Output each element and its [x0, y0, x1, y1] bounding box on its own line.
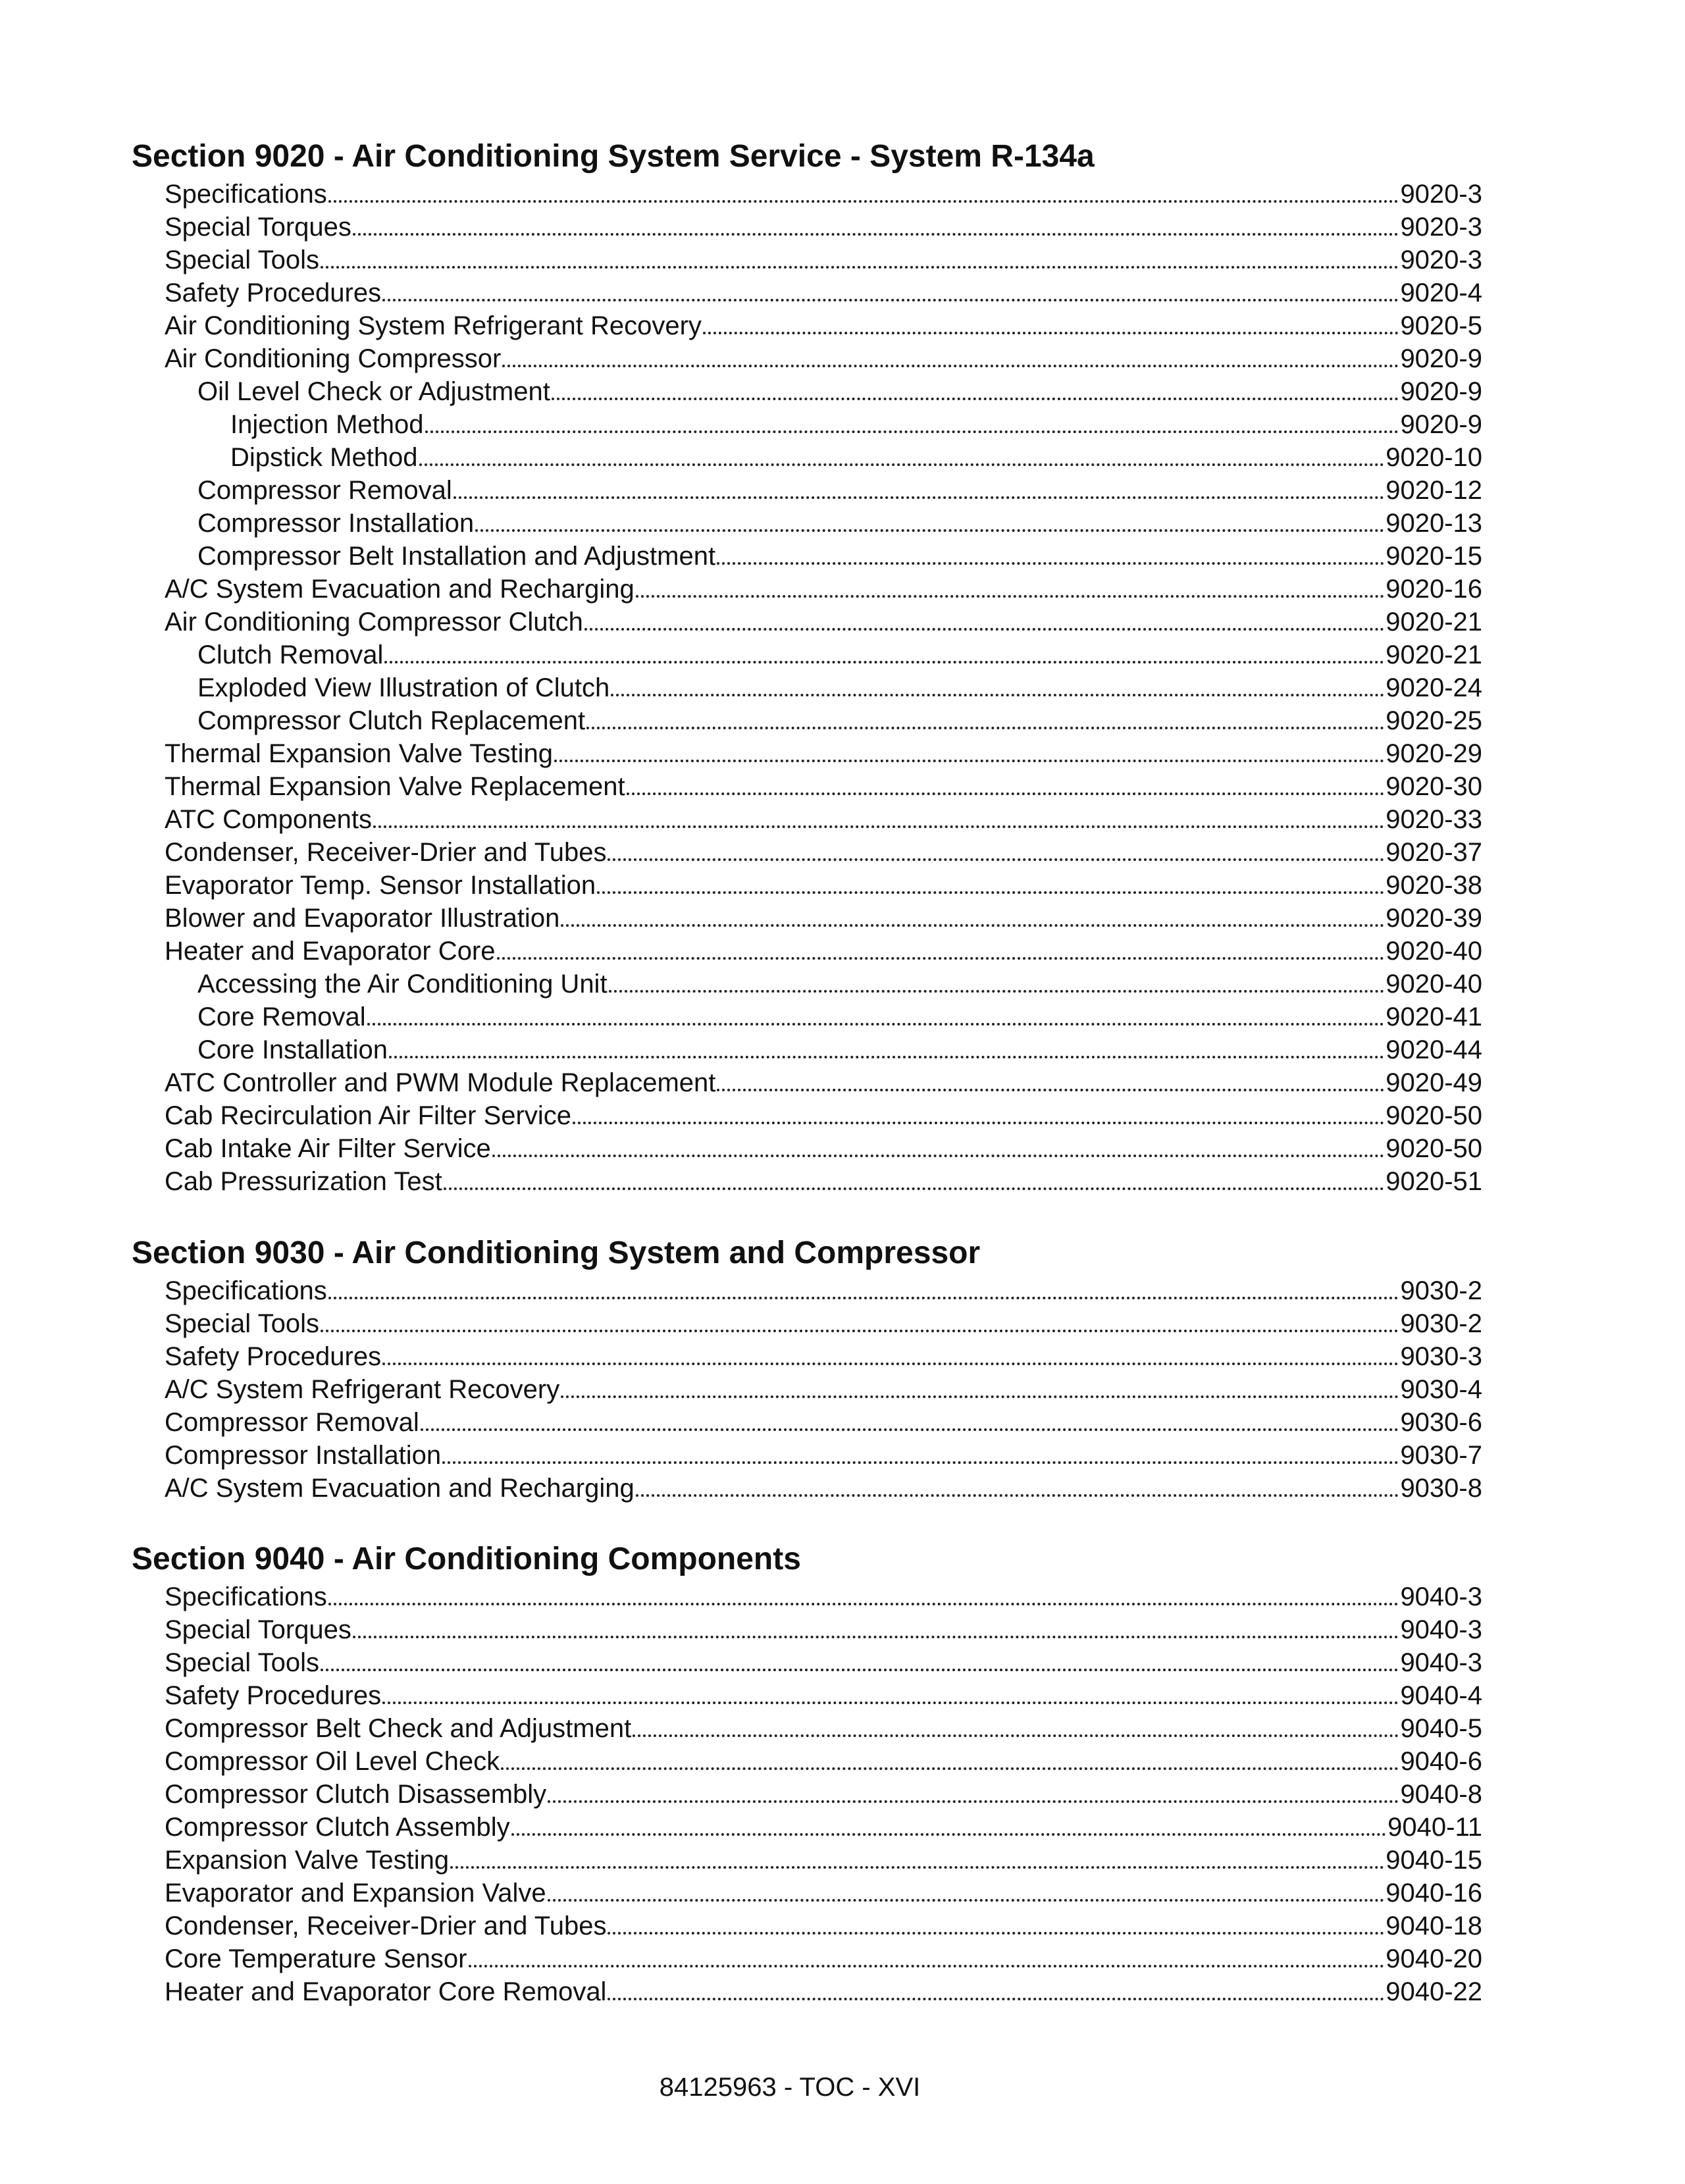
dot-leader — [501, 1767, 1399, 1770]
toc-entry-page-number: 9040-6 — [1400, 1747, 1482, 1776]
dot-leader — [454, 496, 1384, 499]
toc-entry-page-number: 9020-39 — [1386, 904, 1482, 933]
toc-entry-page-number: 9040-5 — [1400, 1714, 1482, 1743]
dot-leader — [353, 233, 1399, 236]
toc-entry-page-number: 9020-44 — [1386, 1035, 1482, 1064]
toc-entry-page-number: 9030-8 — [1400, 1474, 1482, 1503]
dot-leader — [475, 529, 1384, 532]
toc-entry-page-number: 9020-3 — [1400, 180, 1482, 209]
toc-entry-label: A/C System Evacuation and Recharging — [165, 1474, 635, 1503]
toc-entry[interactable] — [132, 1274, 1482, 1307]
toc-entry-label: Safety Procedures — [165, 1681, 382, 1710]
dot-leader — [321, 1669, 1399, 1671]
toc-entry-label: Compressor Clutch Disassembly — [165, 1780, 547, 1809]
toc-entry-page-number: 9040-8 — [1400, 1780, 1482, 1809]
toc-entry-page-number: 9020-3 — [1400, 246, 1482, 274]
toc-entry-label: Compressor Removal — [197, 476, 452, 505]
toc-entry[interactable] — [132, 836, 1482, 869]
toc-entry[interactable] — [132, 638, 1482, 671]
toc-entry-label: Special Torques — [165, 213, 351, 242]
toc-entry-page-number: 9020-50 — [1386, 1134, 1482, 1163]
toc-entry-page-number: 9040-18 — [1386, 1911, 1482, 1940]
toc-entry[interactable] — [132, 1975, 1482, 2008]
toc-entry-page-number: 9040-15 — [1386, 1846, 1482, 1875]
toc-entry-label: Core Temperature Sensor — [165, 1944, 467, 1973]
toc-entry-list — [132, 178, 1482, 1198]
toc-entry-label: Compressor Installation — [165, 1441, 442, 1470]
dot-leader — [328, 1603, 1399, 1605]
toc-entry[interactable] — [132, 211, 1482, 244]
dot-leader — [353, 1636, 1399, 1638]
toc-entry-page-number: 9020-41 — [1386, 1002, 1482, 1031]
toc-entry[interactable] — [132, 276, 1482, 309]
toc-entry[interactable] — [132, 1439, 1482, 1472]
toc-entry-label: Expansion Valve Testing — [165, 1846, 450, 1875]
dot-leader — [636, 595, 1384, 598]
toc-entry-label: Compressor Belt Installation and Adjustment — [197, 542, 716, 571]
toc-entry-page-number: 9020-25 — [1386, 706, 1482, 735]
dot-leader — [321, 1330, 1399, 1332]
toc-entry[interactable] — [132, 606, 1482, 638]
toc-entry[interactable] — [132, 1844, 1482, 1877]
toc-entry-label: Condenser, Receiver-Drier and Tubes — [165, 1911, 607, 1940]
toc-entry[interactable] — [132, 244, 1482, 276]
toc-entry-label: Heater and Evaporator Core — [165, 937, 496, 966]
toc-entry[interactable] — [132, 342, 1482, 375]
toc-entry[interactable] — [132, 1580, 1482, 1613]
toc-entry-page-number: 9040-3 — [1400, 1615, 1482, 1644]
toc-entry-label: Specifications — [165, 1582, 327, 1611]
toc-entry-label: Heater and Evaporator Core Removal — [165, 1977, 607, 2006]
toc-entry-list — [132, 1580, 1482, 2008]
toc-entry[interactable] — [132, 1910, 1482, 1942]
toc-entry[interactable] — [132, 902, 1482, 935]
dot-leader — [502, 365, 1399, 367]
toc-entry-page-number: 9020-24 — [1386, 673, 1482, 702]
dot-leader — [328, 200, 1399, 203]
toc-entry-label: Evaporator and Expansion Valve — [165, 1879, 546, 1908]
dot-leader — [552, 398, 1399, 400]
toc-entry-label: Core Installation — [197, 1035, 388, 1064]
dot-leader — [421, 1428, 1399, 1431]
toc-entry[interactable] — [132, 1066, 1482, 1099]
toc-entry-page-number: 9020-21 — [1386, 640, 1482, 669]
dot-leader — [597, 891, 1384, 894]
toc-entry-page-number: 9020-37 — [1386, 838, 1482, 867]
toc-entry-page-number: 9040-4 — [1400, 1681, 1482, 1710]
toc-entry[interactable] — [132, 507, 1482, 540]
dot-leader — [586, 727, 1384, 729]
dot-leader — [382, 299, 1399, 301]
toc-entry[interactable] — [132, 309, 1482, 342]
toc-entry[interactable] — [132, 573, 1482, 606]
toc-entry-page-number: 9040-11 — [1387, 1813, 1482, 1842]
toc-entry[interactable] — [132, 1942, 1482, 1975]
dot-leader — [469, 1965, 1385, 1967]
toc-entry[interactable] — [132, 1099, 1482, 1132]
toc-section-9030 — [132, 1237, 1482, 1505]
toc-entry-page-number: 9020-33 — [1386, 805, 1482, 834]
toc-entry-label: Compressor Clutch Replacement — [197, 706, 586, 735]
toc-entry-page-number: 9020-15 — [1386, 542, 1482, 571]
dot-leader — [717, 1089, 1384, 1091]
toc-entry-page-number: 9020-9 — [1400, 344, 1482, 373]
section-title: Section 9020 - Air Conditioning System Service - System R-134a — [132, 139, 1095, 174]
toc-entry-page-number: 9030-4 — [1400, 1375, 1482, 1404]
toc-section-9040 — [132, 1544, 1482, 2008]
toc-entry-label: Cab Recirculation Air Filter Service — [165, 1101, 571, 1130]
toc-entry[interactable] — [132, 869, 1482, 902]
dot-leader — [608, 858, 1384, 861]
toc-entry-label: Blower and Evaporator Illustration — [165, 904, 560, 933]
toc-entry-label: Specifications — [165, 1276, 327, 1305]
toc-entry-label: Oil Level Check or Adjustment — [197, 377, 550, 406]
toc-entry-label: Condenser, Receiver-Drier and Tubes — [165, 838, 607, 867]
toc-entry-page-number: 9020-10 — [1386, 443, 1482, 472]
toc-entry-list — [132, 1274, 1482, 1505]
toc-entry[interactable] — [132, 1613, 1482, 1646]
toc-entry[interactable] — [132, 408, 1482, 441]
dot-leader — [328, 1297, 1399, 1299]
dot-leader — [611, 694, 1384, 696]
toc-entry-label: Air Conditioning System Refrigerant Recovery — [165, 311, 702, 340]
toc-entry[interactable] — [132, 441, 1482, 474]
toc-entry-page-number: 9030-7 — [1400, 1441, 1482, 1470]
dot-leader — [373, 825, 1384, 828]
dot-leader — [384, 661, 1384, 663]
toc-entry-label: Core Removal — [197, 1002, 366, 1031]
toc-entry-label: Compressor Oil Level Check — [165, 1747, 500, 1776]
toc-entry-page-number: 9020-3 — [1400, 213, 1482, 242]
dot-leader — [450, 1866, 1384, 1869]
toc-entry-label: Safety Procedures — [165, 1342, 382, 1371]
toc-entry-page-number: 9040-20 — [1386, 1944, 1482, 1973]
toc-entry[interactable] — [132, 1811, 1482, 1844]
toc-entry-page-number: 9020-40 — [1386, 937, 1482, 966]
dot-leader — [442, 1461, 1399, 1464]
toc-entry-page-number: 9020-49 — [1386, 1068, 1482, 1097]
dot-leader — [444, 1187, 1385, 1190]
toc-entry[interactable] — [132, 1132, 1482, 1165]
toc-entry-label: Thermal Expansion Valve Testing — [165, 739, 553, 768]
toc-entry-label: Special Tools — [165, 246, 319, 274]
toc-entry[interactable] — [132, 1778, 1482, 1811]
toc-entry-label: Clutch Removal — [197, 640, 384, 669]
toc-entry-label: Air Conditioning Compressor Clutch — [165, 608, 583, 637]
toc-entry-page-number: 9020-16 — [1386, 575, 1482, 604]
toc-entry-label: Accessing the Air Conditioning Unit — [197, 970, 608, 999]
toc-entry-page-number: 9030-3 — [1400, 1342, 1482, 1371]
toc-entry-label: ATC Components — [165, 805, 372, 834]
toc-entry[interactable] — [132, 968, 1482, 1001]
toc-entry-label: Air Conditioning Compressor — [165, 344, 502, 373]
toc-entry-page-number: 9040-16 — [1386, 1879, 1482, 1908]
toc-entry[interactable] — [132, 1307, 1482, 1340]
dot-leader — [548, 1800, 1399, 1803]
toc-entry[interactable] — [132, 1712, 1482, 1745]
toc-entry[interactable] — [132, 1340, 1482, 1373]
page-footer: 84125963 - TOC - XVI — [659, 2073, 921, 2102]
toc-entry-label: Compressor Removal — [165, 1408, 419, 1437]
dot-leader — [609, 990, 1385, 993]
toc-entry-label: Thermal Expansion Valve Replacement — [165, 772, 625, 801]
toc-entry-page-number: 9020-30 — [1386, 772, 1482, 801]
toc-entry[interactable] — [132, 671, 1482, 704]
dot-leader — [492, 1155, 1384, 1157]
toc-entry-label: Cab Pressurization Test — [165, 1167, 442, 1196]
toc-entry[interactable] — [132, 737, 1482, 770]
dot-leader — [636, 1494, 1399, 1497]
toc-entry[interactable] — [132, 935, 1482, 968]
toc-entry-page-number: 9020-21 — [1386, 608, 1482, 637]
toc-section-9020 — [132, 141, 1482, 1198]
dot-leader — [548, 1899, 1385, 1902]
toc-entry[interactable] — [132, 1373, 1482, 1406]
toc-entry-label: Cab Intake Air Filter Service — [165, 1134, 491, 1163]
toc-entry-label: Safety Procedures — [165, 278, 382, 307]
toc-entry-label: Evaporator Temp. Sensor Installation — [165, 871, 596, 900]
dot-leader — [584, 628, 1384, 631]
toc-entry[interactable] — [132, 375, 1482, 408]
toc-entry-page-number: 9020-9 — [1400, 377, 1482, 406]
toc-entry[interactable] — [132, 770, 1482, 803]
toc-entry[interactable] — [132, 540, 1482, 573]
toc-entry-page-number: 9020-40 — [1386, 970, 1482, 999]
dot-leader — [608, 1998, 1384, 2000]
toc-entry-page-number: 9030-2 — [1400, 1309, 1482, 1338]
toc-entry-page-number: 9030-6 — [1400, 1408, 1482, 1437]
toc-entry-label: Specifications — [165, 180, 327, 209]
toc-entry-page-number: 9020-4 — [1400, 278, 1482, 307]
toc-entry-label: Special Tools — [165, 1309, 319, 1338]
toc-entry-page-number: 9020-38 — [1386, 871, 1482, 900]
toc-entry-label: A/C System Evacuation and Recharging — [165, 575, 635, 604]
dot-leader — [389, 1056, 1384, 1058]
dot-leader — [573, 1122, 1384, 1124]
toc-entry[interactable] — [132, 1745, 1482, 1778]
dot-leader — [367, 1023, 1385, 1026]
toc-entry-label: Special Torques — [165, 1615, 351, 1644]
dot-leader — [321, 266, 1399, 269]
dot-leader — [382, 1702, 1399, 1704]
toc-entry-page-number: 9020-9 — [1400, 410, 1482, 439]
toc-entry[interactable] — [132, 1679, 1482, 1712]
toc-entry-label: A/C System Refrigerant Recovery — [165, 1375, 560, 1404]
toc-entry-page-number: 9040-3 — [1400, 1648, 1482, 1677]
dot-leader — [382, 1363, 1399, 1365]
toc-entry[interactable] — [132, 1406, 1482, 1439]
dot-leader — [497, 957, 1385, 960]
toc-entry[interactable] — [132, 1877, 1482, 1910]
toc-entry-page-number: 9020-50 — [1386, 1101, 1482, 1130]
toc-entry-page-number: 9020-29 — [1386, 739, 1482, 768]
toc-entry[interactable] — [132, 1033, 1482, 1066]
toc-entry-page-number: 9040-22 — [1386, 1977, 1482, 2006]
toc-entry-label: Special Tools — [165, 1648, 319, 1677]
dot-leader — [419, 463, 1385, 466]
toc-entry[interactable] — [132, 1472, 1482, 1505]
toc-entry-label: ATC Controller and PWM Module Replacement — [165, 1068, 716, 1097]
toc-entry[interactable] — [132, 474, 1482, 507]
dot-leader — [511, 1833, 1387, 1836]
dot-leader — [633, 1734, 1399, 1737]
toc-entry-label: Compressor Installation — [197, 509, 475, 538]
toc-entry-page-number: 9020-12 — [1386, 476, 1482, 505]
toc-entry[interactable] — [132, 178, 1482, 211]
toc-entry[interactable] — [132, 1165, 1482, 1198]
toc-entry-label: Compressor Belt Check and Adjustment — [165, 1714, 632, 1743]
dot-leader — [561, 1395, 1399, 1398]
toc-entry-label: Compressor Clutch Assembly — [165, 1813, 510, 1842]
toc-entry-page-number: 9020-5 — [1400, 311, 1482, 340]
toc-entry-label: Dipstick Method — [230, 443, 418, 472]
toc-entry[interactable] — [132, 704, 1482, 737]
toc-entry-page-number: 9020-51 — [1386, 1167, 1482, 1196]
dot-leader — [717, 562, 1384, 565]
section-title: Section 9040 - Air Conditioning Components — [132, 1542, 801, 1576]
toc-entry[interactable] — [132, 1001, 1482, 1033]
toc-entry-page-number: 9030-2 — [1400, 1276, 1482, 1305]
toc-entry-label: Injection Method — [230, 410, 424, 439]
dot-leader — [627, 793, 1385, 795]
toc-entry[interactable] — [132, 1646, 1482, 1679]
toc-entry-label: Exploded View Illustration of Clutch — [197, 673, 610, 702]
dot-leader — [561, 924, 1384, 927]
dot-leader — [425, 430, 1399, 433]
toc-entry[interactable] — [132, 803, 1482, 836]
section-title: Section 9030 - Air Conditioning System and Compressor — [132, 1235, 981, 1270]
toc-entry-page-number: 9040-3 — [1400, 1582, 1482, 1611]
dot-leader — [554, 760, 1384, 762]
dot-leader — [608, 1932, 1384, 1935]
dot-leader — [703, 332, 1399, 334]
toc-entry-page-number: 9020-13 — [1386, 509, 1482, 538]
